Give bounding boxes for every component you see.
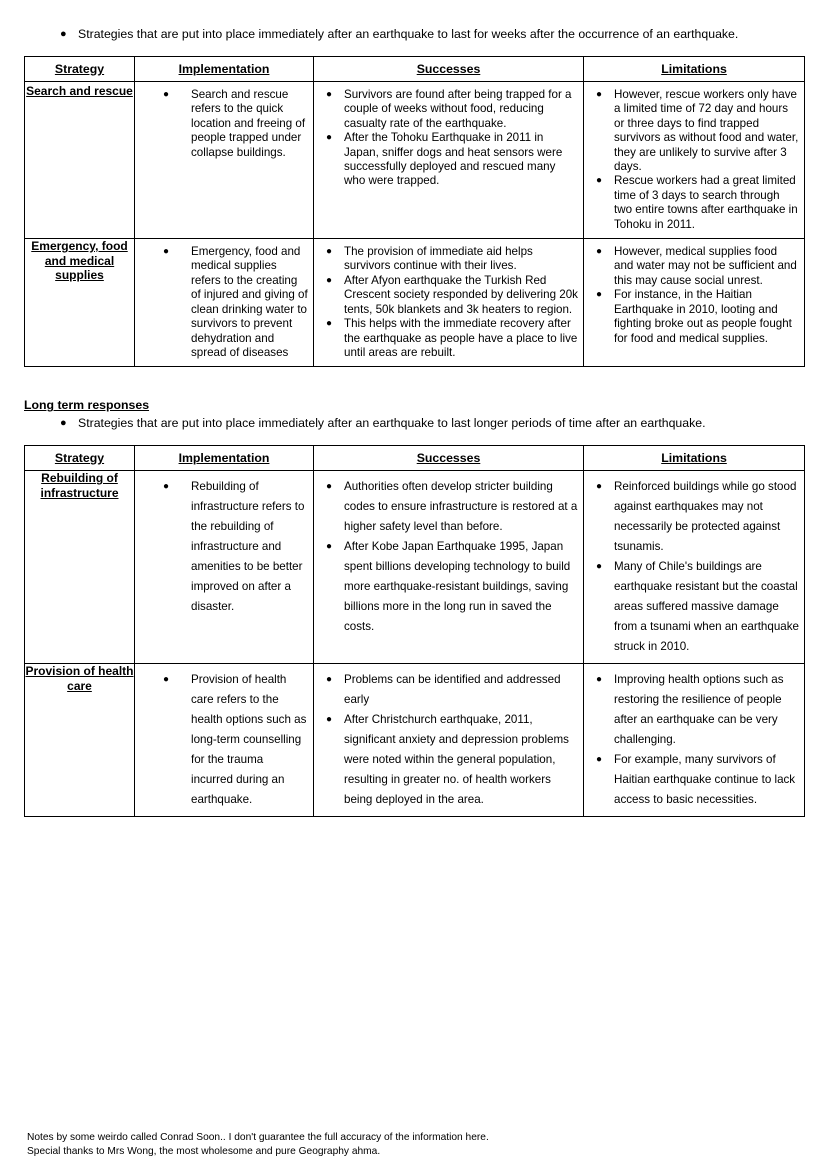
- implementation-list: [135, 664, 313, 816]
- list-item: [584, 750, 799, 810]
- top-spacer: [24, 0, 804, 26]
- cell-strategy: Rebuilding of infrastructure: [25, 471, 135, 664]
- bullet-icon: ●: [326, 481, 333, 493]
- column-header-strategy: Strategy: [25, 57, 135, 82]
- bullet-icon: ●: [596, 289, 603, 301]
- list-item: [314, 477, 578, 537]
- long-term-responses-table: [24, 445, 805, 817]
- bullet-icon: ●: [596, 89, 603, 100]
- list-item: [314, 245, 578, 274]
- gap-before-table-2: [24, 431, 804, 445]
- bullet-icon: ●: [596, 561, 603, 573]
- bullet-icon: ●: [596, 246, 603, 258]
- bullet-icon: ●: [163, 89, 170, 100]
- table-row: [25, 471, 805, 664]
- cell-limitations: [584, 82, 805, 239]
- short-term-intro-list: [24, 26, 804, 42]
- bullet-icon: ●: [326, 246, 333, 258]
- bullet-icon: ●: [60, 28, 67, 40]
- cell-limitations: [584, 664, 805, 817]
- column-header-implementation: Implementation: [135, 57, 314, 82]
- list-item: [584, 670, 799, 750]
- column-header-limitations: Limitations: [584, 446, 805, 471]
- list-item-text: Rebuilding of infrastructure refers to the rebuilding of infrastructure and amenities to be better improved on after a disaster.: [191, 480, 305, 614]
- list-item-text: Emergency, food and medical supplies refers to the creating of injured and giving of clean drinking water to survivors to prevent dehydration and spread of diseases: [191, 245, 308, 359]
- bullet-icon: ●: [163, 246, 170, 258]
- implementation-list: [135, 471, 313, 623]
- list-item: [584, 288, 799, 346]
- table-row: [25, 664, 805, 817]
- list-item: [135, 245, 308, 360]
- implementation-list: [135, 239, 313, 366]
- limitations-list: [584, 82, 804, 238]
- list-item-text: Many of Chile's buildings are earthquake resistant but the coastal areas suffered massive damage from a tsunami when an earthquake struck in 2010.: [614, 560, 799, 654]
- list-item-text: After the Tohoku Earthquake in 2011 in Japan, sniffer dogs and heat sensors were successfully deployed and rescued many who were trapped.: [344, 131, 563, 188]
- limitations-list: [584, 664, 804, 816]
- bullet-icon: ●: [596, 481, 603, 493]
- list-item: [584, 174, 799, 232]
- bullet-icon: ●: [326, 89, 333, 100]
- cell-strategy: Search and rescue: [25, 82, 135, 239]
- list-item-text: Improving health options such as restoring the resilience of people after an earthquake can be very challenging.: [614, 673, 784, 747]
- bullet-icon: ●: [596, 674, 603, 686]
- column-header-implementation: Implementation: [135, 446, 314, 471]
- list-item-text: For example, many survivors of Haitian earthquake continue to lack access to basic necessities.: [614, 753, 796, 807]
- list-item: [584, 245, 799, 288]
- list-item-text: However, medical supplies food and water may not be sufficient and this may cause social unrest.: [614, 245, 797, 287]
- successes-list: [314, 664, 583, 816]
- cell-implementation: [135, 82, 314, 239]
- list-item-text: The provision of immediate aid helps survivors continue with their lives.: [344, 245, 533, 273]
- list-item-text: For instance, in the Haitian Earthquake in 2010, looting and fighting broke out as people fought for food and medical supplies.: [614, 288, 792, 345]
- limitations-list: [584, 239, 804, 352]
- list-item-text: Reinforced buildings while go stood against earthquakes may not necessarily be protected against tsunamis.: [614, 480, 797, 554]
- list-item-text: Rescue workers had a great limited time of 3 days to search through two entire towns after earthquake in Tohoku in 2011.: [614, 174, 798, 231]
- bullet-icon: ●: [163, 481, 170, 493]
- list-item-text: Provision of health care refers to the health options such as long-term counselling for the trauma incurred during an earthquake.: [191, 673, 307, 807]
- long-term-intro-list: [24, 415, 804, 431]
- bullet-icon: ●: [326, 674, 333, 686]
- cell-successes: [314, 82, 584, 239]
- table-row: [25, 82, 805, 239]
- column-header-strategy: Strategy: [25, 446, 135, 471]
- bullet-icon: ●: [326, 318, 333, 330]
- intro-bullet-long-term: [24, 415, 804, 431]
- list-item: [135, 670, 308, 810]
- list-item: [314, 274, 578, 317]
- table-row: [25, 239, 805, 367]
- list-item: [314, 537, 578, 637]
- cell-implementation: [135, 664, 314, 817]
- intro-bullet-short-term: [24, 26, 804, 42]
- bullet-icon: ●: [60, 417, 67, 430]
- cell-implementation: [135, 239, 314, 367]
- list-item-text: After Afyon earthquake the Turkish Red Crescent society responded by delivering 20k tents, 50k blankets and 3k heaters to region.: [344, 273, 578, 316]
- column-header-successes: Successes: [314, 446, 584, 471]
- bullet-icon: ●: [596, 754, 603, 766]
- section-heading-long-term: Long term responses: [24, 398, 150, 413]
- gap-before-table-1: [24, 42, 804, 56]
- cell-implementation: [135, 471, 314, 664]
- list-item: [135, 477, 308, 617]
- bullet-icon: ●: [326, 714, 333, 726]
- cell-successes: [314, 471, 584, 664]
- list-item: [314, 670, 578, 710]
- short-term-responses-table: [24, 56, 805, 367]
- cell-limitations: [584, 471, 805, 664]
- bullet-icon: ●: [163, 674, 170, 686]
- successes-list: [314, 82, 583, 195]
- bullet-icon: ●: [326, 274, 333, 286]
- list-item-text: This helps with the immediate recovery after the earthquake as people have a place to live until areas are rebuilt.: [344, 317, 578, 359]
- list-item: [314, 88, 578, 131]
- successes-list: [314, 239, 583, 366]
- bullet-icon: ●: [326, 541, 333, 553]
- column-header-limitations: Limitations: [584, 57, 805, 82]
- cell-strategy: Provision of health care: [25, 664, 135, 817]
- footer-line-2: Special thanks to Mrs Wong, the most wholesome and pure Geography ahma.: [27, 1146, 381, 1157]
- list-item-text: Authorities often develop stricter building codes to ensure infrastructure is restored at a higher safety level than before.: [344, 480, 578, 534]
- list-item: [135, 88, 308, 160]
- list-item: [584, 477, 799, 557]
- list-item-text: However, rescue workers only have a limited time of 72 day and hours or three days to find trapped survivors as without food and water, they are unlikely to survive after 3 days.: [614, 88, 799, 174]
- limitations-list: [584, 471, 804, 663]
- table-header-row: [25, 446, 805, 471]
- list-item: [584, 88, 799, 174]
- list-item-text: Problems can be identified and addressed early: [344, 673, 561, 707]
- list-item: [314, 710, 578, 810]
- gap-after-table-1: [24, 367, 804, 397]
- intro-bullet-text: Strategies that are put into place immediately after an earthquake to last for weeks after the occurrence of an earthquake.: [78, 27, 739, 41]
- column-header-successes: Successes: [314, 57, 584, 82]
- footer-line-1: Notes by some weirdo called Conrad Soon.. I don't guarantee the full accuracy of the information here.: [27, 1132, 489, 1143]
- implementation-list: [135, 82, 313, 166]
- list-item: [584, 557, 799, 657]
- list-item-text: Search and rescue refers to the quick location and freeing of people trapped under collapse buildings.: [191, 88, 306, 159]
- list-item-text: After Christchurch earthquake, 2011, significant anxiety and depression problems were noted within the general population, resulting in greater no. of health workers being deployed in the area.: [344, 713, 569, 807]
- list-item: [314, 317, 578, 360]
- footer-credits: [27, 1131, 767, 1159]
- list-item-text: After Kobe Japan Earthquake 1995, Japan spent billions developing technology to build more earthquake-resistant buildings, saving billions more in the long run in saved the costs.: [344, 540, 571, 634]
- cell-successes: [314, 239, 584, 367]
- bullet-icon: ●: [326, 132, 333, 144]
- cell-strategy: Emergency, food and medical supplies: [25, 239, 135, 367]
- list-item: [314, 131, 578, 189]
- cell-limitations: [584, 239, 805, 367]
- bullet-icon: ●: [596, 175, 603, 187]
- list-item-text: Survivors are found after being trapped for a couple of weeks without food, reducing casualty rate of the earthquake.: [344, 88, 572, 130]
- intro-bullet-text: Strategies that are put into place immediately after an earthquake to last longer periods of time after an earthquake.: [78, 416, 706, 431]
- table-header-row: [25, 57, 805, 82]
- successes-list: [314, 471, 583, 643]
- cell-successes: [314, 664, 584, 817]
